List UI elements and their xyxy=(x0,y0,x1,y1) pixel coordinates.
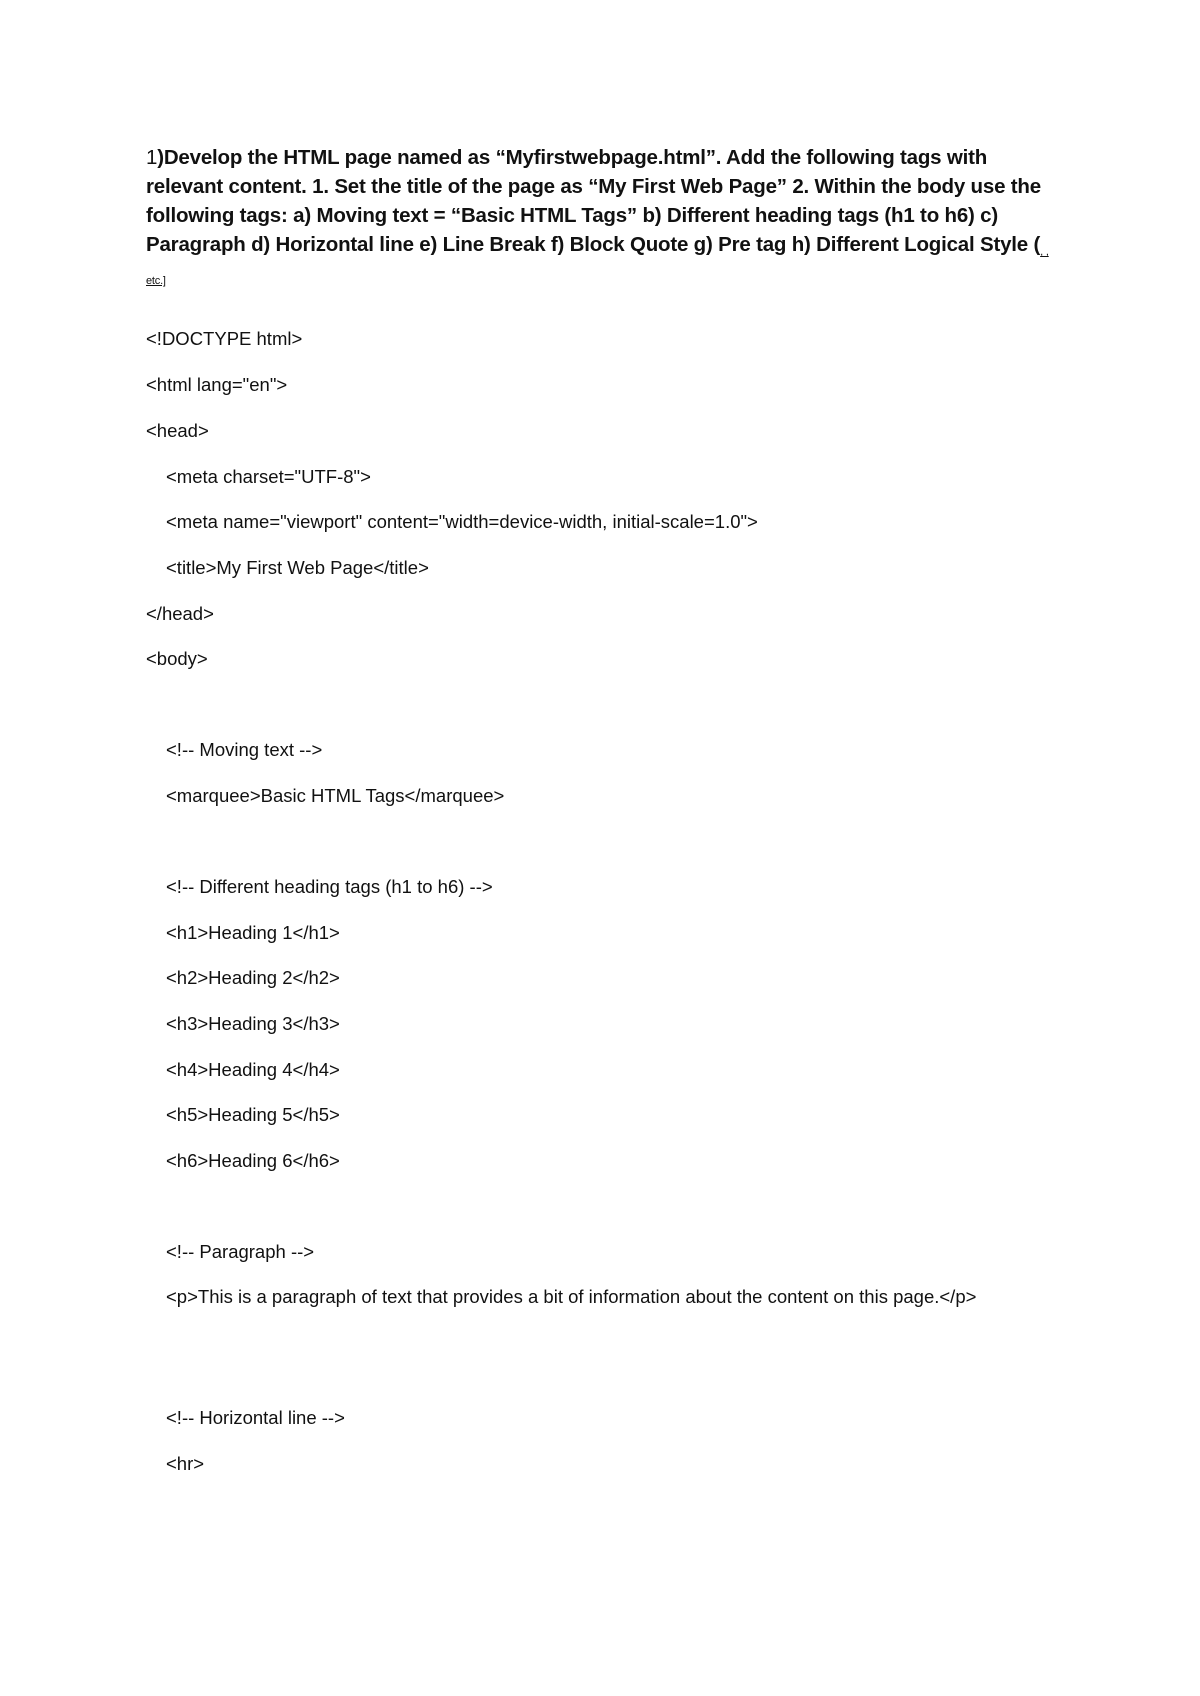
code-line-comment-headings: <!-- Different heading tags (h1 to h6) --> xyxy=(166,876,493,897)
code-line-h5: <h5>Heading 5</h5> xyxy=(166,1104,340,1125)
code-line-comment-horizontal-line: <!-- Horizontal line --> xyxy=(166,1407,345,1428)
question-trailing-etc: etc.] xyxy=(146,275,166,287)
question-body: )Develop the HTML page named as “Myfirstwebpage.html”. Add the following tags with relevant content. 1. Set the title of the page as “My First Web Page” 2. Within the body use the following tags: a) Moving text = “Basic HTML Tags” b) Different heading tags (h1 to h6) c) Paragraph d) Horizontal line e) Line Break f) Block Quote g) Pre tag h) Different Logical Style ( xyxy=(146,146,1041,256)
question-text xyxy=(146,143,1066,300)
code-line-head-close: </head> xyxy=(146,603,214,624)
code-line-marquee: <marquee>Basic HTML Tags</marquee> xyxy=(166,785,505,806)
code-line-comment-paragraph: <!-- Paragraph --> xyxy=(166,1241,315,1262)
code-line-hr: <hr> xyxy=(166,1453,205,1474)
code-line-doctype: <!DOCTYPE html> xyxy=(146,328,303,349)
code-line-h2: <h2>Heading 2</h2> xyxy=(166,967,340,988)
question-number: 1 xyxy=(146,146,158,169)
code-line-html-open: <html lang="en"> xyxy=(146,374,288,395)
code-line-h3: <h3>Heading 3</h3> xyxy=(166,1013,340,1034)
code-line-h6: <h6>Heading 6</h6> xyxy=(166,1150,340,1171)
code-line-body-open: <body> xyxy=(146,648,208,669)
question-trailing-marks: , , xyxy=(1040,246,1049,258)
code-line-h1: <h1>Heading 1</h1> xyxy=(166,922,340,943)
code-line-title: <title>My First Web Page</title> xyxy=(166,557,429,578)
code-line-meta-viewport: <meta name="viewport" content="width=device-width, initial-scale=1.0"> xyxy=(166,511,758,532)
code-line-h4: <h4>Heading 4</h4> xyxy=(166,1059,340,1080)
code-line-paragraph: <p>This is a paragraph of text that provides a bit of information about the content on this page.</p> xyxy=(166,1286,977,1307)
code-line-comment-moving-text: <!-- Moving text --> xyxy=(166,739,323,760)
code-line-meta-charset: <meta charset="UTF-8"> xyxy=(166,466,371,487)
code-line-head-open: <head> xyxy=(146,420,209,441)
